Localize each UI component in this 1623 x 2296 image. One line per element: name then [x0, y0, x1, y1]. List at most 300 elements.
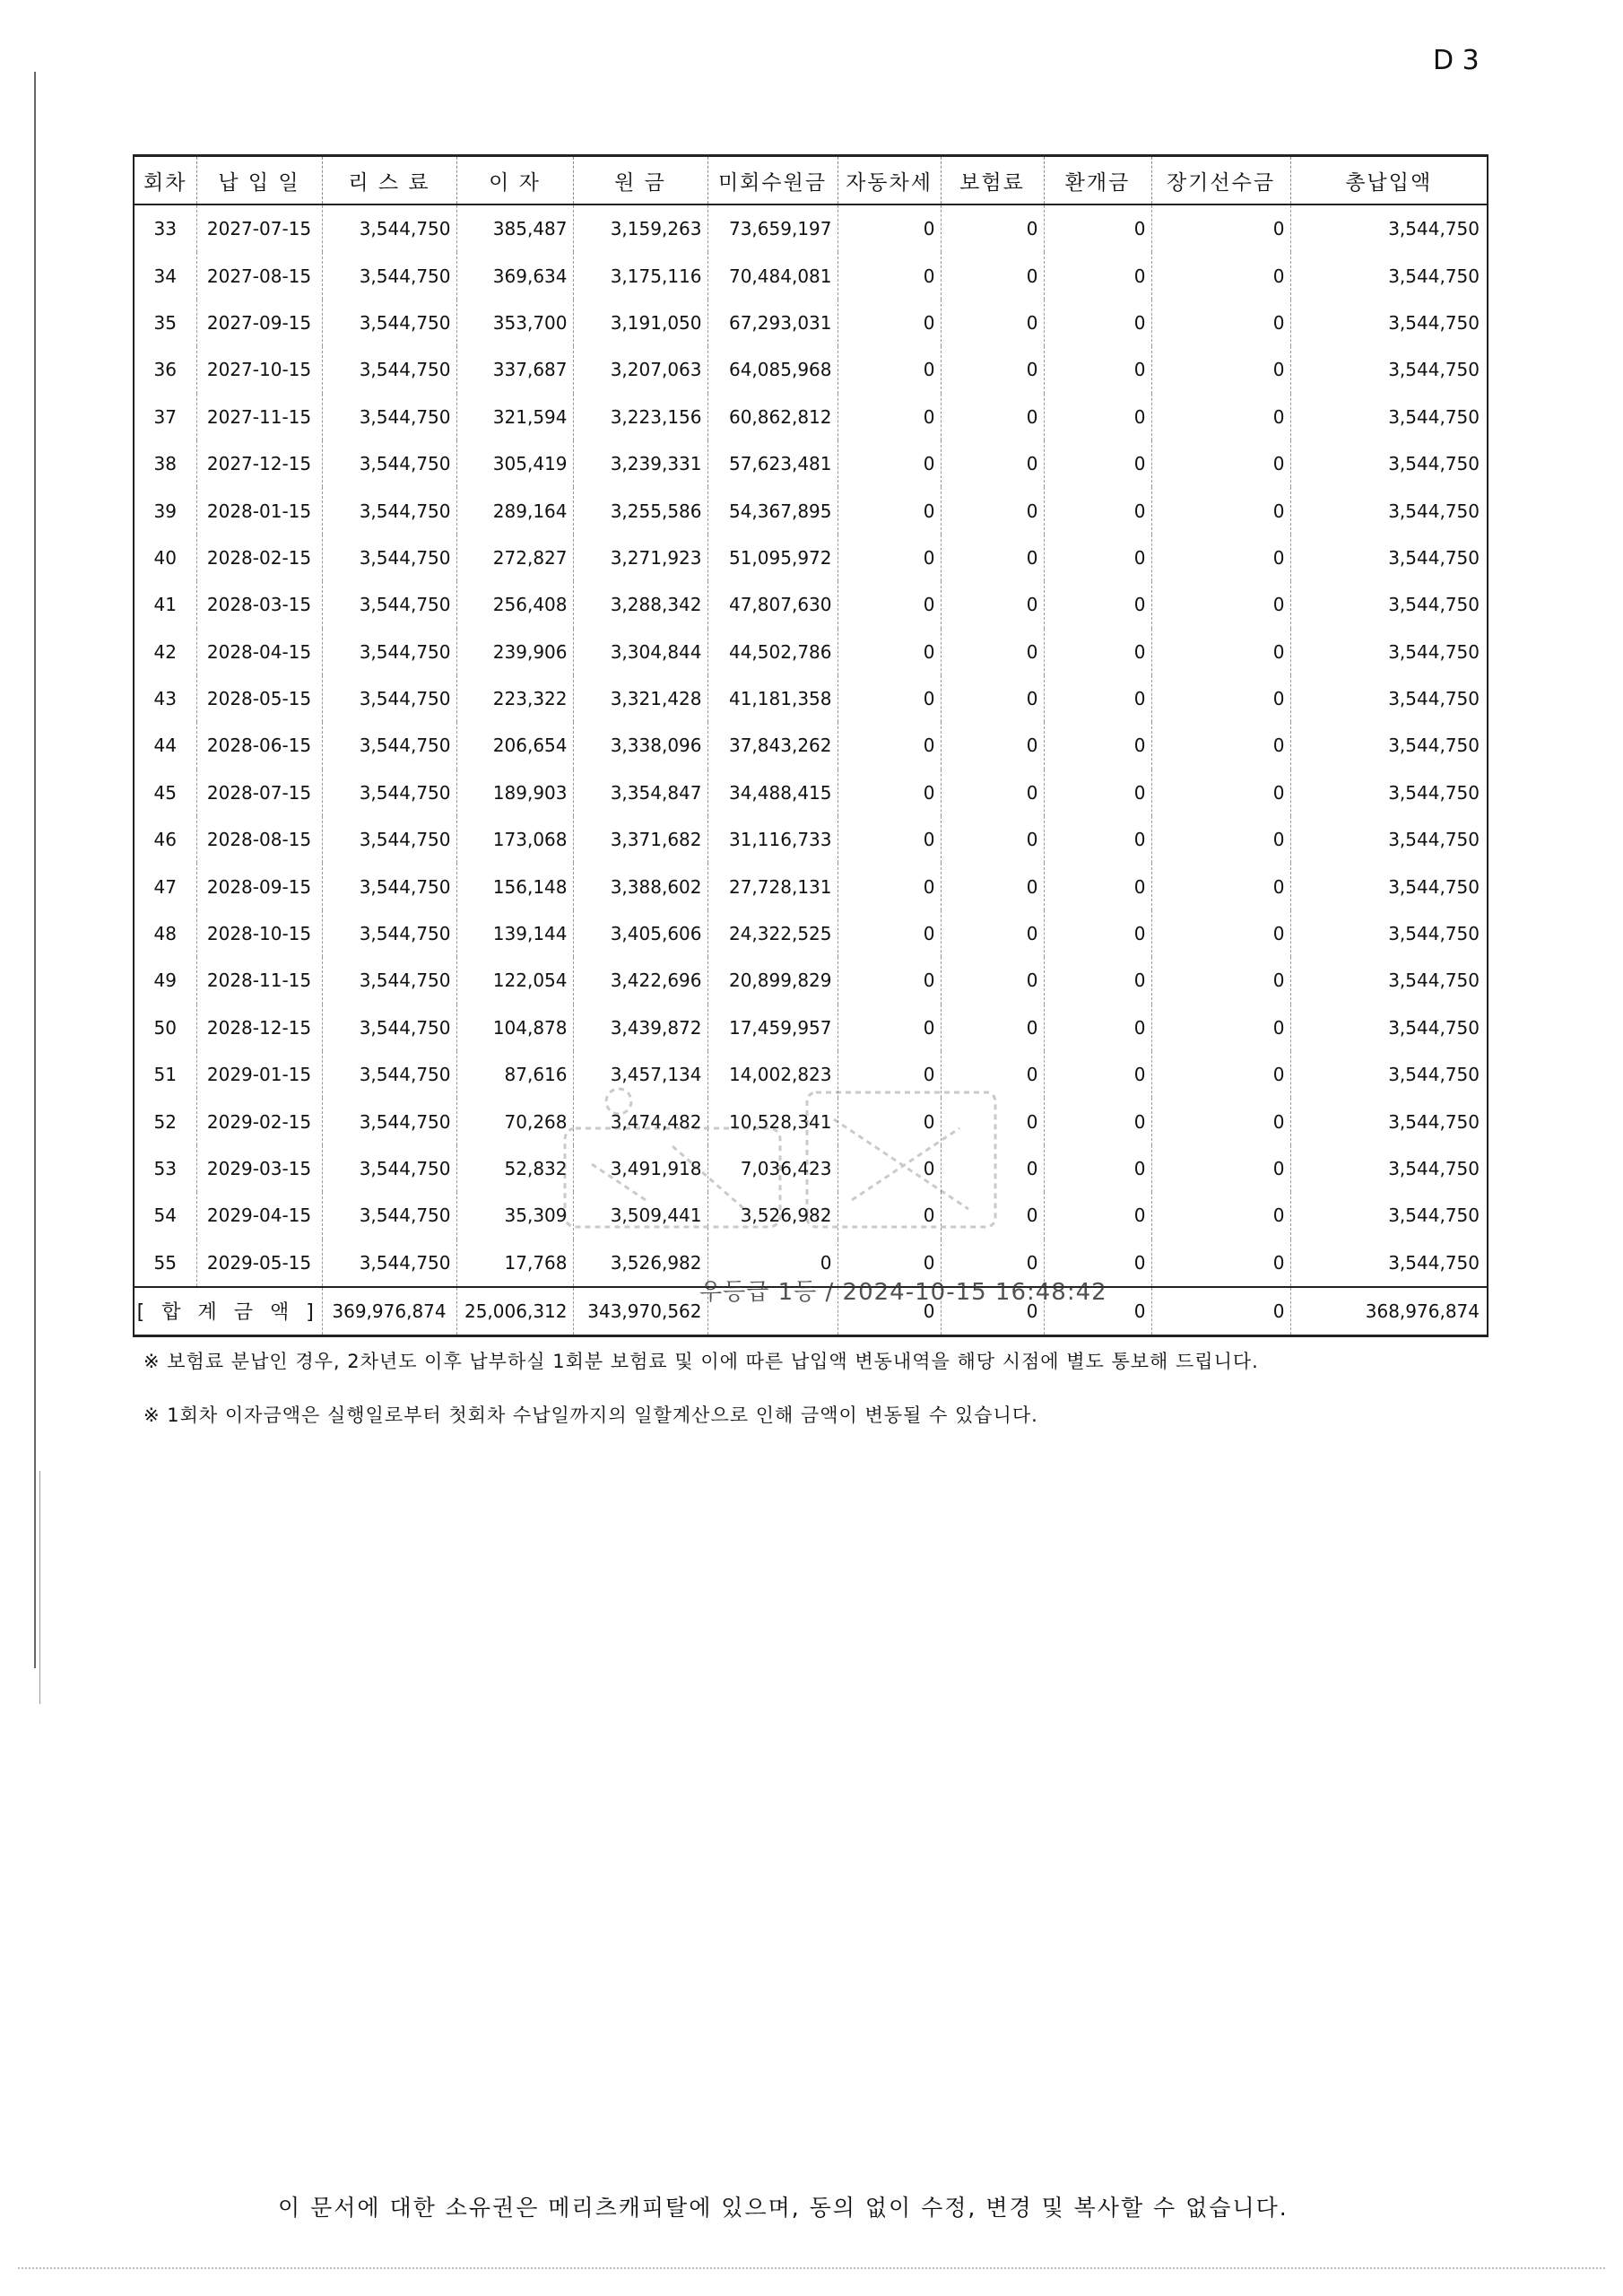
cell-principal: 3,371,682 — [573, 816, 707, 863]
cell-total-payment: 3,544,750 — [1290, 1192, 1488, 1239]
cell-vehicle-tax: 0 — [838, 675, 941, 722]
cell-total-payment: 3,544,750 — [1290, 1239, 1488, 1287]
cell-lease-fee: 3,544,750 — [322, 1192, 456, 1239]
cell-payment-date: 2027-10-15 — [196, 346, 322, 393]
cell-round: 48 — [134, 910, 196, 957]
cell-payment-date: 2027-09-15 — [196, 300, 322, 346]
cell-interest: 289,164 — [456, 487, 573, 534]
cell-lease-fee: 3,544,750 — [322, 1051, 456, 1098]
total-interest: 25,006,312 — [456, 1287, 573, 1336]
cell-interest: 52,832 — [456, 1145, 573, 1192]
cell-lease-fee: 3,544,750 — [322, 252, 456, 299]
cell-round: 34 — [134, 252, 196, 299]
cell-payment-date: 2027-07-15 — [196, 204, 322, 252]
cell-insurance: 0 — [941, 487, 1044, 534]
cell-interest: 70,268 — [456, 1098, 573, 1144]
cell-vehicle-tax: 0 — [838, 581, 941, 628]
cell-refund: 0 — [1044, 581, 1151, 628]
cell-total-payment: 3,544,750 — [1290, 581, 1488, 628]
cell-outstanding-principal: 14,002,823 — [707, 1051, 838, 1098]
total-lease-fee: 369,976,874 — [322, 1287, 456, 1336]
cell-vehicle-tax: 0 — [838, 722, 941, 769]
col-header-lease-fee: 리 스 료 — [322, 156, 456, 205]
table-row — [134, 910, 1488, 957]
cell-payment-date: 2029-01-15 — [196, 1051, 322, 1098]
cell-insurance: 0 — [941, 300, 1044, 346]
cell-principal: 3,207,063 — [573, 346, 707, 393]
cell-long-term-advance: 0 — [1151, 346, 1290, 393]
cell-payment-date: 2029-02-15 — [196, 1098, 322, 1144]
cell-insurance: 0 — [941, 346, 1044, 393]
cell-total-payment: 3,544,750 — [1290, 722, 1488, 769]
cell-principal: 3,255,586 — [573, 487, 707, 534]
table-row — [134, 487, 1488, 534]
cell-vehicle-tax: 0 — [838, 1098, 941, 1144]
col-header-total-payment: 총납입액 — [1290, 156, 1488, 205]
cell-refund: 0 — [1044, 816, 1151, 863]
cell-refund: 0 — [1044, 487, 1151, 534]
cell-payment-date: 2029-03-15 — [196, 1145, 322, 1192]
col-header-refund: 환개금 — [1044, 156, 1151, 205]
notes-section — [143, 1335, 1259, 1442]
cell-total-payment: 3,544,750 — [1290, 1051, 1488, 1098]
cell-interest: 17,768 — [456, 1239, 573, 1287]
cell-vehicle-tax: 0 — [838, 487, 941, 534]
cell-vehicle-tax: 0 — [838, 1145, 941, 1192]
cell-interest: 104,878 — [456, 1004, 573, 1051]
cell-refund: 0 — [1044, 1098, 1151, 1144]
cell-long-term-advance: 0 — [1151, 535, 1290, 581]
cell-vehicle-tax: 0 — [838, 629, 941, 675]
cell-interest: 272,827 — [456, 535, 573, 581]
cell-outstanding-principal: 64,085,968 — [707, 346, 838, 393]
cell-lease-fee: 3,544,750 — [322, 1239, 456, 1287]
cell-long-term-advance: 0 — [1151, 722, 1290, 769]
cell-interest: 156,148 — [456, 863, 573, 909]
table-row — [134, 863, 1488, 909]
cell-lease-fee: 3,544,750 — [322, 204, 456, 252]
cell-long-term-advance: 0 — [1151, 1145, 1290, 1192]
cell-refund: 0 — [1044, 1239, 1151, 1287]
cell-total-payment: 3,544,750 — [1290, 957, 1488, 1004]
cell-lease-fee: 3,544,750 — [322, 1098, 456, 1144]
cell-outstanding-principal: 24,322,525 — [707, 910, 838, 957]
cell-insurance: 0 — [941, 957, 1044, 1004]
cell-insurance: 0 — [941, 535, 1044, 581]
col-header-insurance: 보험료 — [941, 156, 1044, 205]
cell-principal: 3,388,602 — [573, 863, 707, 909]
cell-long-term-advance: 0 — [1151, 770, 1290, 816]
cell-outstanding-principal: 73,659,197 — [707, 204, 838, 252]
cell-outstanding-principal: 34,488,415 — [707, 770, 838, 816]
cell-outstanding-principal: 17,459,957 — [707, 1004, 838, 1051]
cell-total-payment: 3,544,750 — [1290, 1004, 1488, 1051]
cell-insurance: 0 — [941, 394, 1044, 440]
cell-refund: 0 — [1044, 957, 1151, 1004]
cell-total-payment: 3,544,750 — [1290, 1145, 1488, 1192]
cell-principal: 3,191,050 — [573, 300, 707, 346]
cell-long-term-advance: 0 — [1151, 440, 1290, 487]
cell-principal: 3,223,156 — [573, 394, 707, 440]
stamp-text: 우등급 1등 / 2024-10-15 16:48:42 — [699, 1279, 1107, 1306]
cell-interest: 35,309 — [456, 1192, 573, 1239]
cell-interest: 369,634 — [456, 252, 573, 299]
cell-total-payment: 3,544,750 — [1290, 204, 1488, 252]
table-row — [134, 581, 1488, 628]
cell-lease-fee: 3,544,750 — [322, 440, 456, 487]
cell-long-term-advance: 0 — [1151, 1192, 1290, 1239]
cell-outstanding-principal: 70,484,081 — [707, 252, 838, 299]
cell-long-term-advance: 0 — [1151, 1004, 1290, 1051]
cell-long-term-advance: 0 — [1151, 1051, 1290, 1098]
cell-long-term-advance: 0 — [1151, 1239, 1290, 1287]
cell-payment-date: 2028-09-15 — [196, 863, 322, 909]
cell-refund: 0 — [1044, 252, 1151, 299]
table-row — [134, 252, 1488, 299]
cell-total-payment: 3,544,750 — [1290, 910, 1488, 957]
cell-principal: 3,354,847 — [573, 770, 707, 816]
cell-interest: 305,419 — [456, 440, 573, 487]
cell-interest: 139,144 — [456, 910, 573, 957]
cell-vehicle-tax: 0 — [838, 816, 941, 863]
cell-lease-fee: 3,544,750 — [322, 722, 456, 769]
cell-payment-date: 2028-06-15 — [196, 722, 322, 769]
cell-insurance: 0 — [941, 1051, 1044, 1098]
cell-principal: 3,491,918 — [573, 1145, 707, 1192]
cell-outstanding-principal: 7,036,423 — [707, 1145, 838, 1192]
cell-round: 37 — [134, 394, 196, 440]
cell-principal: 3,288,342 — [573, 581, 707, 628]
cell-outstanding-principal: 27,728,131 — [707, 863, 838, 909]
cell-round: 47 — [134, 863, 196, 909]
cell-principal: 3,239,331 — [573, 440, 707, 487]
cell-round: 54 — [134, 1192, 196, 1239]
scan-bottom-noise — [18, 2267, 1605, 2269]
cell-payment-date: 2027-08-15 — [196, 252, 322, 299]
table-row — [134, 675, 1488, 722]
cell-round: 35 — [134, 300, 196, 346]
cell-payment-date: 2028-10-15 — [196, 910, 322, 957]
col-header-round: 회차 — [134, 156, 196, 205]
cell-vehicle-tax: 0 — [838, 1192, 941, 1239]
cell-long-term-advance: 0 — [1151, 394, 1290, 440]
cell-outstanding-principal: 47,807,630 — [707, 581, 838, 628]
cell-outstanding-principal: 60,862,812 — [707, 394, 838, 440]
cell-insurance: 0 — [941, 1145, 1044, 1192]
cell-principal: 3,509,441 — [573, 1192, 707, 1239]
cell-round: 49 — [134, 957, 196, 1004]
cell-vehicle-tax: 0 — [838, 394, 941, 440]
cell-long-term-advance: 0 — [1151, 910, 1290, 957]
total-insurance: 0 — [941, 1287, 1044, 1336]
table-row — [134, 346, 1488, 393]
cell-insurance: 0 — [941, 863, 1044, 909]
col-header-long-term-advance: 장기선수금 — [1151, 156, 1290, 205]
cell-principal: 3,422,696 — [573, 957, 707, 1004]
col-header-principal: 원 금 — [573, 156, 707, 205]
table-row — [134, 1004, 1488, 1051]
cell-insurance: 0 — [941, 440, 1044, 487]
cell-vehicle-tax: 0 — [838, 535, 941, 581]
col-header-outstanding-principal: 미회수원금 — [707, 156, 838, 205]
cell-lease-fee: 3,544,750 — [322, 487, 456, 534]
col-header-vehicle-tax: 자동차세 — [838, 156, 941, 205]
cell-interest: 321,594 — [456, 394, 573, 440]
cell-vehicle-tax: 0 — [838, 770, 941, 816]
cell-vehicle-tax: 0 — [838, 300, 941, 346]
cell-lease-fee: 3,544,750 — [322, 957, 456, 1004]
cell-round: 36 — [134, 346, 196, 393]
cell-principal: 3,338,096 — [573, 722, 707, 769]
table-row — [134, 535, 1488, 581]
table-row — [134, 300, 1488, 346]
total-label: [ 합 계 금 액 ] — [134, 1287, 322, 1336]
cell-vehicle-tax: 0 — [838, 346, 941, 393]
cell-interest: 385,487 — [456, 204, 573, 252]
cell-lease-fee: 3,544,750 — [322, 394, 456, 440]
cell-round: 40 — [134, 535, 196, 581]
table-row — [134, 770, 1488, 816]
cell-round: 53 — [134, 1145, 196, 1192]
table-row — [134, 957, 1488, 1004]
page-number: D 3 — [1433, 45, 1480, 76]
scan-edge-line — [34, 72, 36, 1668]
cell-long-term-advance: 0 — [1151, 1098, 1290, 1144]
cell-lease-fee: 3,544,750 — [322, 910, 456, 957]
cell-insurance: 0 — [941, 1098, 1044, 1144]
cell-total-payment: 3,544,750 — [1290, 535, 1488, 581]
cell-round: 55 — [134, 1239, 196, 1287]
cell-payment-date: 2028-03-15 — [196, 581, 322, 628]
table-row — [134, 440, 1488, 487]
cell-outstanding-principal: 0 — [707, 1239, 838, 1287]
cell-refund: 0 — [1044, 722, 1151, 769]
cell-interest: 337,687 — [456, 346, 573, 393]
cell-total-payment: 3,544,750 — [1290, 346, 1488, 393]
cell-outstanding-principal: 67,293,031 — [707, 300, 838, 346]
cell-interest: 353,700 — [456, 300, 573, 346]
cell-lease-fee: 3,544,750 — [322, 1004, 456, 1051]
cell-long-term-advance: 0 — [1151, 204, 1290, 252]
table-row — [134, 1051, 1488, 1098]
cell-interest: 87,616 — [456, 1051, 573, 1098]
cell-vehicle-tax: 0 — [838, 957, 941, 1004]
cell-long-term-advance: 0 — [1151, 252, 1290, 299]
cell-refund: 0 — [1044, 300, 1151, 346]
cell-round: 50 — [134, 1004, 196, 1051]
cell-lease-fee: 3,544,750 — [322, 863, 456, 909]
cell-refund: 0 — [1044, 1004, 1151, 1051]
cell-insurance: 0 — [941, 1239, 1044, 1287]
cell-vehicle-tax: 0 — [838, 440, 941, 487]
col-header-interest: 이 자 — [456, 156, 573, 205]
cell-round: 33 — [134, 204, 196, 252]
cell-insurance: 0 — [941, 1004, 1044, 1051]
schedule-body — [134, 204, 1488, 1287]
table-row — [134, 629, 1488, 675]
table-row — [134, 1192, 1488, 1239]
cell-vehicle-tax: 0 — [838, 204, 941, 252]
cell-outstanding-principal: 51,095,972 — [707, 535, 838, 581]
cell-payment-date: 2027-12-15 — [196, 440, 322, 487]
table-row — [134, 204, 1488, 252]
cell-round: 44 — [134, 722, 196, 769]
cell-insurance: 0 — [941, 629, 1044, 675]
cell-vehicle-tax: 0 — [838, 252, 941, 299]
cell-payment-date: 2029-04-15 — [196, 1192, 322, 1239]
total-principal: 343,970,562 — [573, 1287, 707, 1336]
cell-lease-fee: 3,544,750 — [322, 629, 456, 675]
cell-total-payment: 3,544,750 — [1290, 1098, 1488, 1144]
cell-insurance: 0 — [941, 816, 1044, 863]
cell-insurance: 0 — [941, 581, 1044, 628]
cell-payment-date: 2028-05-15 — [196, 675, 322, 722]
cell-long-term-advance: 0 — [1151, 957, 1290, 1004]
cell-total-payment: 3,544,750 — [1290, 252, 1488, 299]
cell-principal: 3,271,923 — [573, 535, 707, 581]
cell-principal: 3,457,134 — [573, 1051, 707, 1098]
cell-outstanding-principal: 57,623,481 — [707, 440, 838, 487]
cell-lease-fee: 3,544,750 — [322, 581, 456, 628]
cell-payment-date: 2028-08-15 — [196, 816, 322, 863]
cell-long-term-advance: 0 — [1151, 863, 1290, 909]
note-first-interest: ※ 1회차 이자금액은 실행일로부터 첫회차 수납일까지의 일할계산으로 인해 금액이 변동될 수 있습니다. — [143, 1405, 1038, 1426]
cell-payment-date: 2028-12-15 — [196, 1004, 322, 1051]
cell-outstanding-principal: 20,899,829 — [707, 957, 838, 1004]
table-row — [134, 1145, 1488, 1192]
cell-total-payment: 3,544,750 — [1290, 629, 1488, 675]
table-row — [134, 1098, 1488, 1144]
cell-round: 38 — [134, 440, 196, 487]
cell-payment-date: 2029-05-15 — [196, 1239, 322, 1287]
cell-insurance: 0 — [941, 675, 1044, 722]
cell-refund: 0 — [1044, 1145, 1151, 1192]
table-row — [134, 722, 1488, 769]
cell-refund: 0 — [1044, 535, 1151, 581]
cell-round: 41 — [134, 581, 196, 628]
table-header-row — [134, 156, 1488, 205]
cell-refund: 0 — [1044, 394, 1151, 440]
cell-interest: 122,054 — [456, 957, 573, 1004]
cell-interest: 256,408 — [456, 581, 573, 628]
cell-payment-date: 2028-02-15 — [196, 535, 322, 581]
cell-payment-date: 2028-07-15 — [196, 770, 322, 816]
cell-lease-fee: 3,544,750 — [322, 816, 456, 863]
cell-round: 51 — [134, 1051, 196, 1098]
total-vehicle-tax: 0 — [838, 1287, 941, 1336]
cell-long-term-advance: 0 — [1151, 629, 1290, 675]
scan-edge-line-secondary — [39, 1471, 40, 1704]
cell-long-term-advance: 0 — [1151, 487, 1290, 534]
cell-vehicle-tax: 0 — [838, 863, 941, 909]
cell-total-payment: 3,544,750 — [1290, 440, 1488, 487]
cell-round: 45 — [134, 770, 196, 816]
cell-refund: 0 — [1044, 770, 1151, 816]
cell-insurance: 0 — [941, 1192, 1044, 1239]
total-long-term-advance: 0 — [1151, 1287, 1290, 1336]
cell-outstanding-principal: 54,367,895 — [707, 487, 838, 534]
total-refund: 0 — [1044, 1287, 1151, 1336]
cell-insurance: 0 — [941, 770, 1044, 816]
cell-interest: 206,654 — [456, 722, 573, 769]
cell-lease-fee: 3,544,750 — [322, 1145, 456, 1192]
table-row — [134, 816, 1488, 863]
cell-insurance: 0 — [941, 722, 1044, 769]
cell-total-payment: 3,544,750 — [1290, 487, 1488, 534]
cell-interest: 173,068 — [456, 816, 573, 863]
cell-principal: 3,405,606 — [573, 910, 707, 957]
cell-payment-date: 2028-01-15 — [196, 487, 322, 534]
cell-outstanding-principal: 31,116,733 — [707, 816, 838, 863]
col-header-payment-date: 납 입 일 — [196, 156, 322, 205]
cell-refund: 0 — [1044, 1192, 1151, 1239]
cell-vehicle-tax: 0 — [838, 1051, 941, 1098]
cell-total-payment: 3,544,750 — [1290, 816, 1488, 863]
payment-schedule-table — [133, 154, 1488, 1337]
cell-interest: 189,903 — [456, 770, 573, 816]
cell-vehicle-tax: 0 — [838, 1239, 941, 1287]
cell-long-term-advance: 0 — [1151, 300, 1290, 346]
cell-outstanding-principal: 10,528,341 — [707, 1098, 838, 1144]
cell-payment-date: 2028-11-15 — [196, 957, 322, 1004]
cell-refund: 0 — [1044, 675, 1151, 722]
cell-interest: 223,322 — [456, 675, 573, 722]
cell-total-payment: 3,544,750 — [1290, 863, 1488, 909]
cell-principal: 3,175,116 — [573, 252, 707, 299]
cell-total-payment: 3,544,750 — [1290, 675, 1488, 722]
cell-round: 52 — [134, 1098, 196, 1144]
cell-lease-fee: 3,544,750 — [322, 346, 456, 393]
cell-refund: 0 — [1044, 440, 1151, 487]
cell-round: 42 — [134, 629, 196, 675]
cell-round: 43 — [134, 675, 196, 722]
cell-vehicle-tax: 0 — [838, 1004, 941, 1051]
cell-lease-fee: 3,544,750 — [322, 300, 456, 346]
cell-refund: 0 — [1044, 204, 1151, 252]
note-insurance: ※ 보험료 분납인 경우, 2차년도 이후 납부하실 1회분 보험료 및 이에 따른 납입액 변동내역을 해당 시점에 별도 통보해 드립니다. — [143, 1351, 1259, 1372]
total-payment: 368,976,874 — [1290, 1287, 1488, 1336]
cell-insurance: 0 — [941, 204, 1044, 252]
cell-vehicle-tax: 0 — [838, 910, 941, 957]
cell-refund: 0 — [1044, 910, 1151, 957]
cell-lease-fee: 3,544,750 — [322, 535, 456, 581]
cell-long-term-advance: 0 — [1151, 675, 1290, 722]
ownership-footer: 이 문서에 대한 소유권은 메리츠캐피탈에 있으며, 동의 없이 수정, 변경 및 복사할 수 없습니다. — [278, 2195, 1289, 2221]
cell-refund: 0 — [1044, 629, 1151, 675]
cell-round: 46 — [134, 816, 196, 863]
cell-payment-date: 2028-04-15 — [196, 629, 322, 675]
cell-interest: 239,906 — [456, 629, 573, 675]
cell-total-payment: 3,544,750 — [1290, 300, 1488, 346]
cell-outstanding-principal: 41,181,358 — [707, 675, 838, 722]
cell-long-term-advance: 0 — [1151, 581, 1290, 628]
table-row — [134, 394, 1488, 440]
cell-outstanding-principal: 44,502,786 — [707, 629, 838, 675]
cell-total-payment: 3,544,750 — [1290, 394, 1488, 440]
cell-long-term-advance: 0 — [1151, 816, 1290, 863]
cell-total-payment: 3,544,750 — [1290, 770, 1488, 816]
cell-principal: 3,474,482 — [573, 1098, 707, 1144]
cell-refund: 0 — [1044, 1051, 1151, 1098]
cell-outstanding-principal: 37,843,262 — [707, 722, 838, 769]
cell-insurance: 0 — [941, 910, 1044, 957]
cell-lease-fee: 3,544,750 — [322, 770, 456, 816]
cell-lease-fee: 3,544,750 — [322, 675, 456, 722]
cell-principal: 3,304,844 — [573, 629, 707, 675]
cell-principal: 3,526,982 — [573, 1239, 707, 1287]
cell-principal: 3,159,263 — [573, 204, 707, 252]
cell-principal: 3,321,428 — [573, 675, 707, 722]
